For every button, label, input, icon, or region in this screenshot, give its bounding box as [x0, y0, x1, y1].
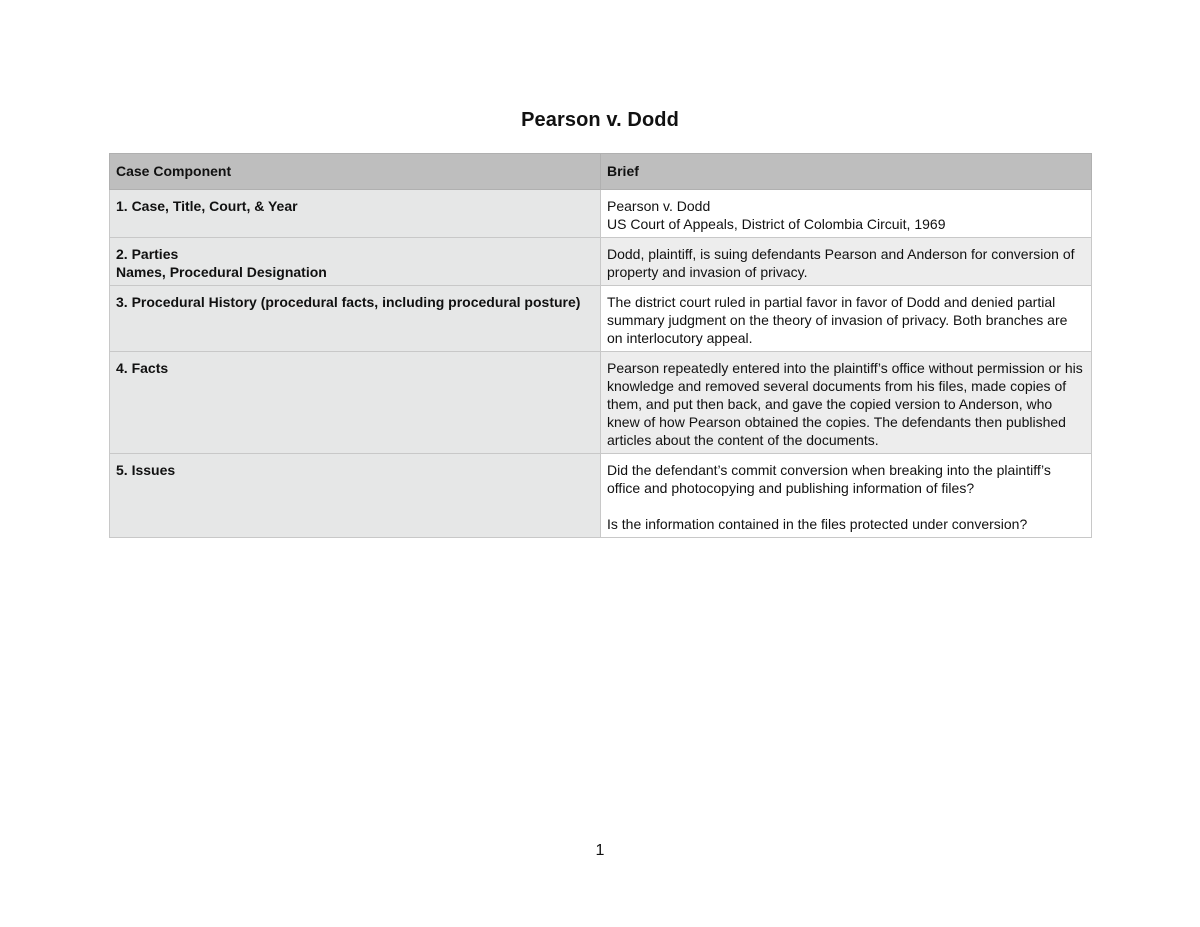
case-component-cell: [110, 286, 601, 352]
brief-text: US Court of Appeals, District of Colombia Circuit, 1969: [607, 216, 946, 232]
table-header-row: [110, 154, 1092, 190]
brief-cell: [601, 190, 1092, 238]
component-label: 1. Case, Title, Court, & Year: [116, 198, 298, 214]
brief-cell: [601, 454, 1092, 538]
brief-cell: [601, 286, 1092, 352]
brief-text: Pearson v. Dodd: [607, 198, 711, 214]
component-label: 4. Facts: [116, 360, 169, 376]
page-number: 1: [595, 842, 605, 859]
table-row: [110, 454, 1092, 538]
case-component-cell: [110, 352, 601, 454]
table-row: [110, 286, 1092, 352]
case-component-cell: [110, 238, 601, 286]
column-header-case-component: Case Component: [110, 154, 601, 190]
page-title: Pearson v. Dodd: [521, 109, 679, 131]
brief-text: The district court ruled in partial favor in favor of Dodd and denied partial summary judgment on the theory of invasion of privacy. Both branches are on interlocutory appeal.: [607, 294, 1068, 346]
component-label: 3. Procedural History (procedural facts, including procedural posture): [116, 294, 581, 310]
column-header-brief: Brief: [601, 154, 1092, 190]
brief-cell: [601, 352, 1092, 454]
brief-text: Did the defendant’s commit conversion when breaking into the plaintiff’s office and photocopying and publishing information of files?: [607, 462, 1051, 496]
case-brief-table: [109, 153, 1092, 538]
table-row: [110, 238, 1092, 286]
table-row: [110, 190, 1092, 238]
brief-text: Dodd, plaintiff, is suing defendants Pearson and Anderson for conversion of property and invasion of privacy.: [607, 246, 1075, 280]
table-row: [110, 352, 1092, 454]
brief-text: Pearson repeatedly entered into the plaintiff’s office without permission or his knowledge and removed several documents from his files, made copies of them, and put then back, and gave the copied version to Anderson, who knew of how Pearson obtained the copies. The defendants then published articles about the content of the documents.: [607, 360, 1083, 448]
paragraph-gap: [607, 497, 1085, 515]
case-component-cell: [110, 454, 601, 538]
component-sublabel: Names, Procedural Designation: [116, 264, 327, 280]
component-label: 2. Parties: [116, 246, 179, 262]
brief-text: Is the information contained in the files protected under conversion?: [607, 516, 1028, 532]
component-label: 5. Issues: [116, 462, 176, 478]
brief-cell: [601, 238, 1092, 286]
case-component-cell: [110, 190, 601, 238]
